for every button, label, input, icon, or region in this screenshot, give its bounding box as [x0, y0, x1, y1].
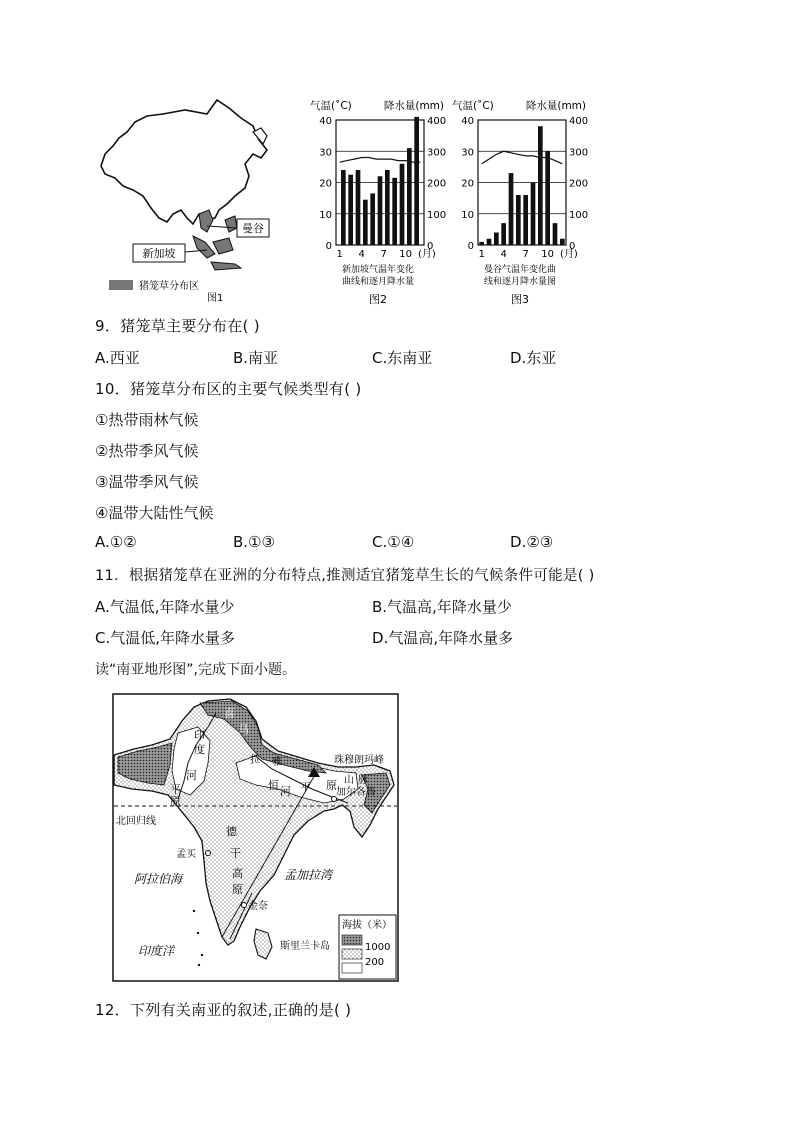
- fig3-temp-tick: 10: [461, 209, 474, 221]
- ganges-plain-char-4: 原: [326, 779, 337, 792]
- kolkata-label: 加尔各答: [336, 787, 376, 798]
- fig3-precip-bar: [494, 233, 499, 246]
- q11-option-a[interactable]: A.气温低,年降水量少: [95, 598, 235, 616]
- fig2-precip-bar: [407, 148, 412, 245]
- fig3-precip-tick: 300: [569, 147, 589, 159]
- legend-1000: 1000: [365, 942, 391, 953]
- q10-item-4: ④温带大陆性气候: [95, 504, 214, 522]
- fig2-month-label: 1: [336, 249, 343, 260]
- question-12: 12．下列有关南亚的叙述,正确的是( ): [95, 1001, 352, 1019]
- fig3-temp-tick: 30: [461, 147, 474, 159]
- q9-option-b[interactable]: B.南亚: [233, 349, 279, 367]
- bay-of-bengal-label: 孟加拉湾: [284, 868, 333, 882]
- fig2-precip-bar: [378, 176, 383, 245]
- fig2-title-left: 气温(˚C): [310, 100, 352, 112]
- chennai-label: 金奈: [248, 901, 268, 912]
- ganges-plain-char-1: 恒: [268, 779, 279, 792]
- fig2-desc-line1: 新加坡气温年变化: [341, 265, 415, 275]
- island-dot: [201, 954, 203, 956]
- fig2-precip-tick: 400: [427, 116, 447, 127]
- fig3-precip-bar: [553, 223, 558, 245]
- fig3-precip-bar: [538, 126, 543, 245]
- q10-option-d[interactable]: D.②③: [510, 533, 554, 551]
- fig2-temp-tick: 40: [319, 116, 332, 127]
- fig2-temp-tick: 0: [325, 241, 332, 252]
- fig2-precip-bar: [348, 175, 353, 245]
- q11-option-d[interactable]: D.气温高,年降水量多: [372, 629, 514, 647]
- indus-plain-char-1: 印: [194, 729, 205, 742]
- q10-item-1: ①热带雨林气候: [95, 411, 199, 429]
- himalaya-char-4: 雅: [272, 757, 282, 768]
- legend-title: 海拔（米）: [342, 920, 392, 931]
- deccan-char-3: 高: [232, 867, 243, 880]
- himalaya-char-3: 拉: [250, 755, 260, 766]
- indian-ocean-label: 印度洋: [138, 944, 175, 958]
- island-dot: [198, 964, 200, 966]
- indus-plain-char-5: 原: [170, 795, 181, 808]
- fig2-precip-tick: 300: [427, 147, 447, 159]
- fig3-precip-tick: 100: [569, 209, 589, 221]
- q10-item-2: ②热带季风气候: [95, 442, 199, 460]
- himalaya-char-5: 山: [344, 775, 354, 786]
- fig3-month-unit: (月): [560, 249, 578, 260]
- legend-swatch-low: [342, 963, 362, 973]
- fig2-month-label: 10: [399, 249, 413, 260]
- bangkok-label: 曼谷: [242, 222, 264, 235]
- q10-option-b[interactable]: B.①③: [233, 533, 275, 551]
- fig3-month-label: 4: [500, 249, 507, 260]
- q9-option-c[interactable]: C.东南亚: [372, 349, 433, 367]
- fig2-temp-tick: 10: [319, 209, 332, 221]
- himalaya-char-2: 马: [238, 723, 249, 736]
- legend-swatch: [109, 280, 133, 290]
- fig3-precip-bar: [523, 195, 528, 245]
- fig3-precip-bar: [487, 239, 492, 245]
- himalaya-char-1: 喜: [224, 707, 235, 720]
- fig2-precip-tick: 200: [427, 178, 447, 190]
- deccan-char-4: 原: [232, 883, 243, 896]
- distribution-borneo: [213, 238, 233, 254]
- fig3-month-label: 10: [541, 249, 555, 260]
- fig3-temp-tick: 0: [467, 241, 474, 252]
- q11-option-b[interactable]: B.气温高,年降水量少: [372, 598, 512, 616]
- south-asia-terrain-map: [112, 693, 399, 982]
- fig3-title-left: 气温(˚C): [452, 100, 494, 112]
- fig2-temp-tick: 20: [319, 178, 332, 190]
- fig2-precip-bar: [341, 170, 346, 245]
- indus-plain-char-4: 平: [170, 783, 181, 796]
- indus-plain-char-3: 河: [186, 769, 197, 782]
- distribution-java: [211, 262, 241, 270]
- fig3-precip-bar: [531, 183, 536, 246]
- fig3-desc-line1: 曼谷气温年变化曲: [483, 265, 557, 275]
- himalaya-char-6: 脉: [358, 775, 368, 786]
- question-10: 10．猪笼草分布区的主要气候类型有( ): [95, 380, 362, 398]
- indus-plain-char-2: 度: [194, 743, 205, 756]
- fig3-precip-tick: 0: [569, 241, 576, 252]
- fig2-month-label: 7: [380, 249, 387, 260]
- fig2-precip-bar: [400, 164, 405, 245]
- fig3-title-right: 降水量(mm): [525, 100, 586, 112]
- legend-200: 200: [365, 957, 385, 968]
- fig3-precip-bar: [509, 173, 514, 245]
- arabian-sea-label: 阿拉伯海: [134, 872, 183, 886]
- sri-lanka-label: 斯里兰卡岛: [280, 941, 330, 952]
- fig3-temp-tick: 40: [461, 116, 474, 127]
- fig3-precip-tick: 400: [569, 116, 589, 127]
- fig2-month-unit: (月): [418, 249, 436, 260]
- island-dot: [197, 932, 199, 934]
- fig3-precip-bar: [479, 242, 484, 245]
- legend-swatch-mid: [342, 949, 362, 959]
- fig2-precip-tick: 100: [427, 209, 447, 221]
- fig3-precip-bar: [560, 239, 565, 245]
- fig3-precip-bar: [516, 195, 521, 245]
- distribution-sumatra: [193, 236, 215, 258]
- fig3-desc-line2: 线和逐月降水量图: [483, 277, 557, 287]
- deccan-char-2: 干: [230, 847, 241, 860]
- map-intro: 读“南亚地形图”,完成下面小题。: [95, 662, 296, 678]
- question-9: 9．猪笼草主要分布在( ): [95, 317, 260, 335]
- island-dot: [193, 910, 195, 912]
- q11-option-c[interactable]: C.气温低,年降水量多: [95, 629, 236, 647]
- fig3-month-label: 7: [522, 249, 529, 260]
- question-11: 11．根据猪笼草在亚洲的分布特点,推测适宜猪笼草生长的气候条件可能是( ): [95, 568, 595, 584]
- chennai-dot: [242, 903, 247, 908]
- tropic-label: 北回归线: [116, 816, 156, 827]
- singapore-climate-chart: [308, 92, 448, 307]
- fig2-temp-tick: 30: [319, 147, 332, 159]
- bangkok-climate-chart: [450, 92, 590, 307]
- fig2-precip-bar: [392, 178, 397, 245]
- fig2-precip-bar: [363, 200, 368, 245]
- fig2-caption: 图2: [369, 293, 387, 306]
- q9-option-a[interactable]: A.西亚: [95, 349, 140, 367]
- fig3-month-label: 1: [478, 249, 485, 260]
- fig2-precip-tick: 0: [427, 241, 434, 252]
- q9-option-d[interactable]: D.东亚: [510, 349, 557, 367]
- fig3-precip-bar: [545, 151, 550, 245]
- fig3-temp-tick: 20: [461, 178, 474, 190]
- fig2-precip-bar: [370, 193, 375, 245]
- fig2-precip-bar: [414, 117, 419, 245]
- ganges-plain-char-2: 河: [280, 785, 291, 798]
- fig2-precip-bar: [356, 170, 361, 245]
- ganges-plain-char-3: 平: [300, 781, 311, 794]
- q10-item-3: ③温带季风气候: [95, 473, 199, 491]
- fig3-precip-bar: [501, 223, 506, 245]
- distribution-philippines: [225, 216, 237, 232]
- deccan-char-1: 德: [226, 825, 237, 838]
- singapore-label: 新加坡: [142, 247, 176, 260]
- fig2-precip-bar: [385, 170, 390, 245]
- everest-label: 珠穆朗玛峰: [334, 755, 384, 766]
- fig2-desc-line2: 曲线和逐月降水量: [341, 277, 415, 287]
- legend-label: 猪笼草分布区: [139, 281, 199, 292]
- mumbai-label: 孟买: [176, 849, 196, 860]
- fig2-month-label: 4: [358, 249, 365, 260]
- q10-option-a[interactable]: A.①②: [95, 533, 137, 551]
- fig3-precip-tick: 200: [569, 178, 589, 190]
- q10-option-c[interactable]: C.①④: [372, 533, 415, 551]
- fig2-title-right: 降水量(mm): [383, 100, 444, 112]
- asia-map-figure: [95, 92, 310, 307]
- fig3-caption: 图3: [511, 293, 529, 306]
- mumbai-dot: [206, 851, 211, 856]
- figure1-caption: 图1: [207, 293, 224, 304]
- asia-outline: [101, 100, 267, 224]
- legend-swatch-high: [342, 935, 362, 945]
